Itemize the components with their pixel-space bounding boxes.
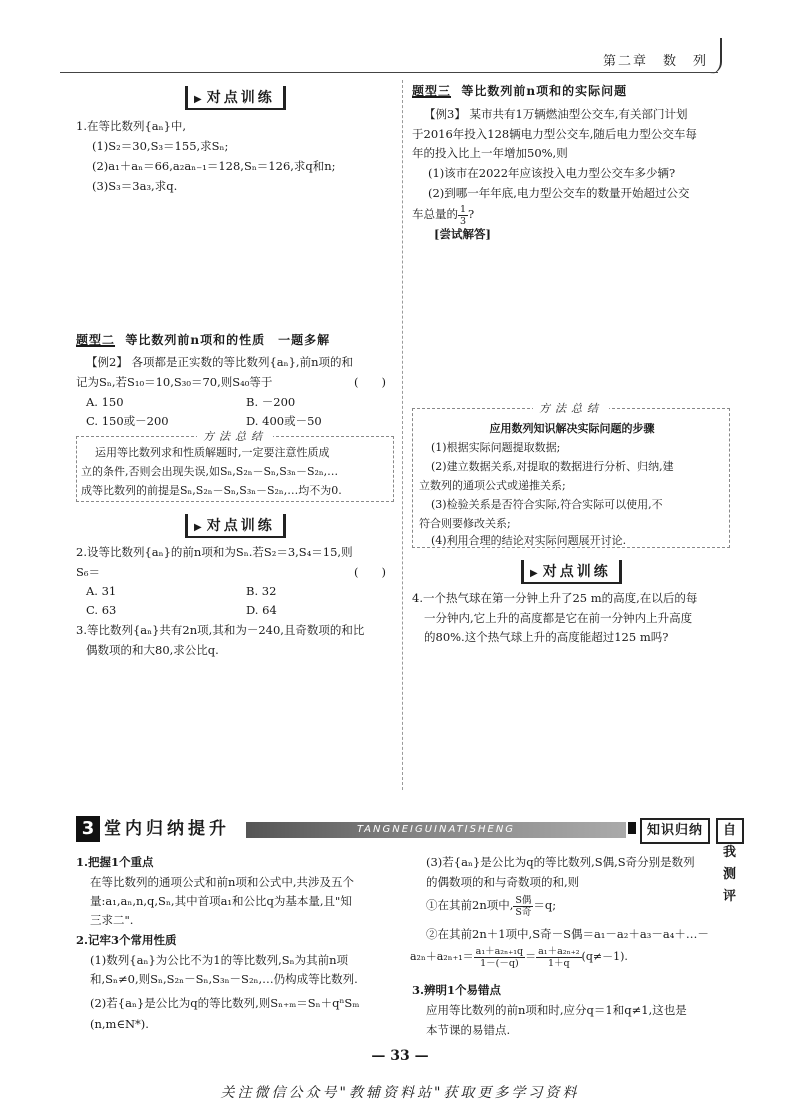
question-mark: ? — [468, 207, 475, 221]
point-3-line-1: 应用等比数列的前n项和时,应分q＝1和q≠1,这也是 — [426, 1003, 687, 1017]
example-2-question: 记为Sₙ,若S₁₀＝10,S₃₀＝70,则S₄₀等于 — [76, 375, 273, 389]
point-3-line-2: 本节课的易错点. — [426, 1023, 511, 1037]
example-3-line-2: 于2016年投入128辆电力型公交车,随后电力型公交车每 — [412, 127, 697, 141]
column-divider — [402, 80, 403, 790]
question-type-2-heading: 等比数列前n项和的性质 一题多解 — [125, 333, 331, 347]
answer-paren: ( ) — [354, 375, 386, 389]
fraction-numerator: a₁＋a₂ₙ₊₂ — [538, 945, 580, 957]
banner-square-icon — [628, 822, 636, 834]
method-summary-label: 方法总结 — [197, 428, 273, 444]
footer-note: 关注微信公众号"教辅资料站"获取更多学习资料 — [220, 1085, 580, 1101]
exercise-1-stem: 1.在等比数列{aₙ}中, — [76, 119, 187, 133]
example-3-line-1: 【例3】 某市共有1万辆燃油型公交车,有关部门计划 — [424, 107, 688, 121]
point-2-line-4: (n,m∈N*). — [90, 1017, 149, 1031]
point-1-line-1: 在等比数列的通项公式和前n项和公式中,共涉及五个 — [90, 875, 355, 889]
point-1-line-2: 量:a₁,aₙ,n,q,Sₙ,其中首项a₁和公比q为基本量,且"知 — [90, 894, 352, 908]
section-pinyin-bar: TANGNEIGUINATISHENG — [246, 822, 626, 838]
option-b: B. －200 — [246, 395, 296, 409]
summary-1-line-2: 立的条件,否则会出现失误,如Sₙ,S₂ₙ－Sₙ,S₃ₙ－S₂ₙ,… — [81, 465, 339, 478]
badge-marker-icon: ▶ — [194, 94, 205, 105]
point-1-line-3: 三求二". — [90, 913, 134, 927]
fraction-denominator: 1－(－q) — [480, 957, 519, 969]
example-3-line-3: 年的投入比上一年增加50%,则 — [412, 146, 568, 160]
page-number: — 33 — — [371, 1048, 429, 1064]
summary-1-line-1: 运用等比数列求和性质解题时,一定要注意性质成 — [95, 446, 330, 459]
point-2-3-line-2: 的偶数项的和与奇数项的和,则 — [426, 875, 580, 889]
method-summary-box-2 — [412, 402, 730, 548]
exercise-4-line-1: 4.一个热气球在第一分钟上升了25 m的高度,在以后的每 — [412, 591, 698, 605]
header-curve-ornament — [710, 38, 722, 74]
fraction-numerator: S偶 — [515, 894, 532, 906]
fraction-numerator: a₁＋a₂ₙ₊₁q — [475, 945, 524, 957]
exercise-4-line-3: 的80%.这个热气球上升的高度能超过125 m吗? — [424, 630, 669, 644]
header-rule — [60, 72, 718, 73]
tag-knowledge-summary: 知识归纳 — [640, 818, 710, 844]
question-type-2-label: 题型二 — [76, 333, 116, 347]
fraction-denominator: 3 — [460, 215, 467, 227]
question-type-2-title — [76, 331, 330, 348]
try-answer-label: [尝试解答] — [434, 227, 491, 241]
method-summary-label: 方法总结 — [533, 400, 609, 416]
badge-label: 对点训练 — [206, 90, 275, 106]
item-text: ①在其前2n项中, — [426, 898, 514, 912]
badge-marker-icon: ▶ — [194, 522, 205, 533]
point-2-line-2: 和,Sₙ≠0,则Sₙ,S₂ₙ－Sₙ,S₃ₙ－S₂ₙ,…仍构成等比数列. — [90, 972, 358, 986]
point-2-line-1: (1)数列{aₙ}为公比不为1的等比数列,Sₙ为其前n项 — [90, 953, 348, 967]
point-2-3-item-1 — [426, 892, 556, 918]
summary-2-step-1: (1)根据实际问题提取数据; — [431, 441, 561, 454]
tag-self-assessment: 自我测评 — [716, 818, 744, 844]
option-a: A. 150 — [86, 395, 124, 409]
option-b: B. 32 — [246, 584, 277, 598]
answer-paren: ( ) — [354, 565, 386, 579]
summary-2-step-4: (4)利用合理的结论对实际问题展开讨论. — [431, 534, 627, 547]
badge-label: 对点训练 — [206, 518, 275, 534]
example-2-line-1: 【例2】 各项都是正实数的等比数列{aₙ},前n项的和 — [86, 355, 353, 369]
fraction-denominator: 1＋q — [548, 957, 570, 969]
exercise-2-line-2 — [76, 562, 386, 582]
method-summary-box-1 — [76, 430, 394, 502]
summary-2-step-2b: 立数列的通项公式或递推关系; — [419, 479, 566, 492]
option-c: C. 150或－200 — [86, 414, 169, 428]
question-text: 车总量的 — [412, 207, 458, 221]
item-text: ＝q; — [533, 898, 557, 912]
practice-badge-1 — [185, 86, 286, 110]
summary-1-line-3: 成等比数列的前提是Sₙ,S₂ₙ－Sₙ,S₃ₙ－S₂ₙ,…均不为0. — [81, 484, 342, 497]
question-type-3-label: 题型三 — [412, 84, 452, 98]
practice-badge-3 — [521, 560, 622, 584]
option-c: C. 63 — [86, 603, 117, 617]
point-2-line-3: (2)若{aₙ}是公比为q的等比数列,则Sₙ₊ₘ＝Sₙ＋qⁿSₘ — [90, 996, 360, 1010]
example-3-question-1: (1)该市在2022年应该投入电力型公交车多少辆? — [428, 166, 676, 180]
formula-text: a₂ₙ＋a₂ₙ₊₁＝ — [410, 950, 474, 963]
exercise-3-line-1: 3.等比数列{aₙ}共有2n项,其和为－240,且奇数项的和比 — [76, 623, 365, 637]
badge-label: 对点训练 — [542, 564, 611, 580]
point-2-3-item-2: ②在其前2n＋1项中,S奇－S偶＝a₁－a₂＋a₃－a₄＋…－ — [426, 927, 709, 941]
option-d: D. 400或－50 — [246, 414, 322, 428]
option-d: D. 64 — [246, 603, 277, 617]
formula-text: (q≠－1). — [581, 950, 628, 963]
example-3-question-2: (2)到哪一年年底,电力型公交车的数量开始超过公交 — [428, 186, 690, 200]
summary-2-step-3b: 符合则要修改关系; — [419, 517, 511, 530]
summary-2-step-3a: (3)检验关系是否符合实际,符合实际可以使用,不 — [431, 498, 663, 511]
formula-text: ＝ — [525, 950, 537, 963]
point-2-3-item-2-cont — [410, 944, 628, 970]
summary-2-title: 应用数列知识解决实际问题的步骤 — [489, 422, 655, 435]
example-3-question-2-cont — [412, 202, 474, 227]
question-type-3-heading: 等比数列前n项和的实际问题 — [461, 84, 628, 98]
exercise-3-line-2: 偶数项的和大80,求公比q. — [86, 643, 219, 657]
example-2-line-2 — [76, 372, 386, 392]
formula-fraction-2 — [536, 946, 581, 969]
question-type-3-title — [412, 82, 627, 99]
exercise-4-line-2: 一分钟内,它上升的高度都是它在前一分钟内上升高度 — [424, 611, 693, 625]
point-3-heading: 3.辨明1个易错点 — [412, 983, 502, 997]
formula-fraction-1 — [474, 946, 525, 969]
summary-2-step-2a: (2)建立数据关系,对提取的数据进行分析、归纳,建 — [431, 460, 674, 473]
point-1-heading: 1.把握1个重点 — [76, 855, 154, 869]
chapter-header: 第二章 数 列 — [602, 54, 708, 69]
exercise-1-part-2: (2)a₁＋aₙ＝66,a₂aₙ₋₁＝128,Sₙ＝126,求q和n; — [92, 159, 336, 173]
exercise-1-part-1: (1)S₂＝30,S₃＝155,求Sₙ; — [92, 139, 229, 153]
fraction-denominator: S奇 — [515, 906, 532, 918]
fraction-numerator: 1 — [460, 203, 467, 215]
exercise-2-line-1: 2.设等比数列{aₙ}的前n项和为Sₙ.若S₂＝3,S₄＝15,则 — [76, 545, 353, 559]
exercise-2-question: S₆＝ — [76, 565, 100, 579]
section-number: 3 — [76, 816, 100, 842]
fraction-even-over-odd — [513, 895, 533, 918]
section-title: 堂内归纳提升 — [104, 819, 230, 839]
badge-marker-icon: ▶ — [530, 568, 541, 579]
practice-badge-2 — [185, 514, 286, 538]
point-2-heading: 2.记牢3个常用性质 — [76, 933, 177, 947]
exercise-1-part-3: (3)S₃＝3a₃,求q. — [92, 179, 178, 193]
point-2-3-line-1: (3)若{aₙ}是公比为q的等比数列,S偶,S奇分别是数列 — [426, 855, 695, 869]
option-a: A. 31 — [86, 584, 117, 598]
